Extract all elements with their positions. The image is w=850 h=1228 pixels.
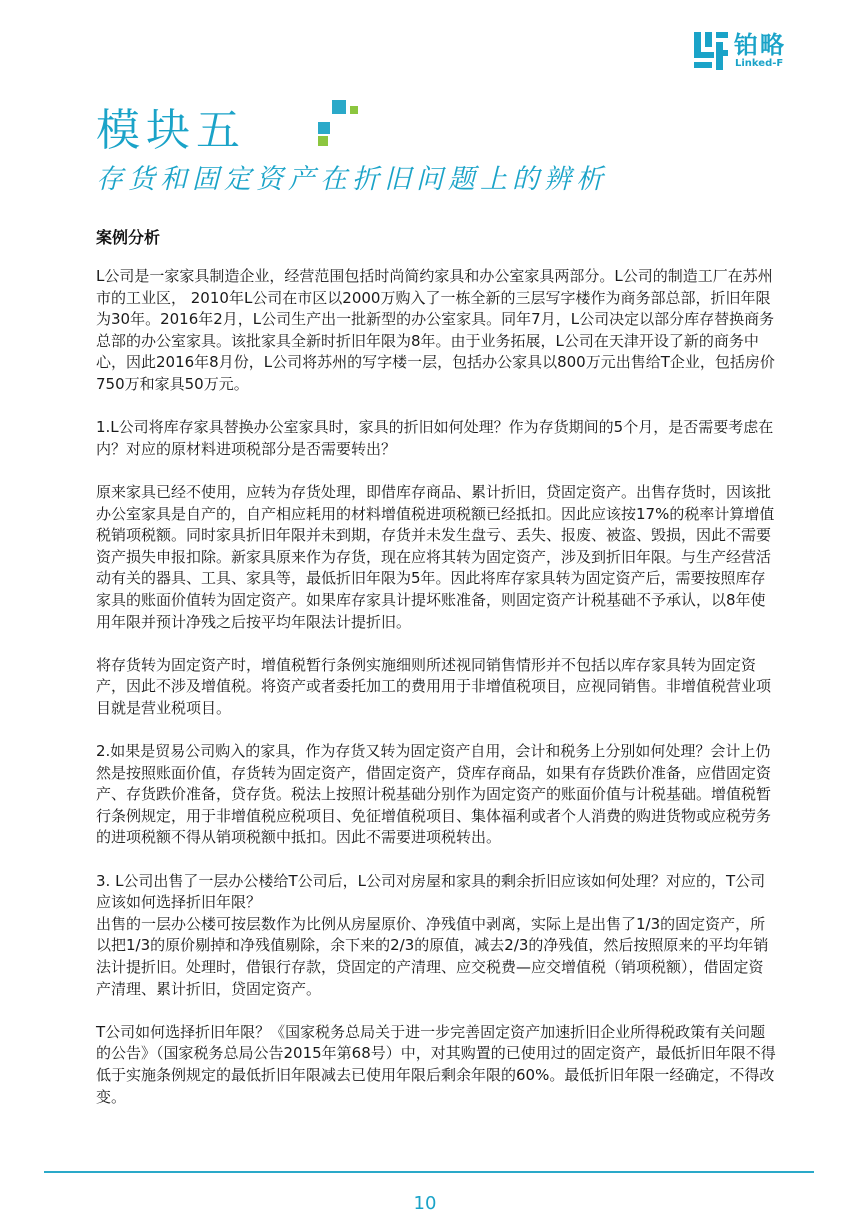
paragraph-answer-3: 出售的一层办公楼可按层数作为比例从房屋原价、净残值中剥离，实际上是出售了1/3的固定资产，所以把1/3的原价剔掉和净残值剔除，余下来的2/3的原值，减去2/3的净残值，然后按照原来的平均年销法计提折旧。处理时，借银行存款，贷固定的产清理、应交税费—应交增值税（销项税额），借固定资产清理、累计折旧，贷固定资产。 [96,914,769,998]
footer-divider [44,1171,814,1173]
paragraph-question-answer-2: 2.如果是贸易公司购入的家具，作为存货又转为固定资产自用，会计和税务上分别如何处理？会计上仍然是按照账面价值，存货转为固定资产，借固定资产，贷库存商品，如果有存货跌价准备，应借固定资产、存货跌价准备，贷存货。税法上按照计税基础分别作为固定资产的账面价值与计税基础。增值税暂行条例规定，用于非增值税应税项目、免征增值税项目、集体福利或者个人消费的购进货物或应税劳务的进项税额不得从销项税额中抵扣。因此不需要进项税转出。 [96,742,772,847]
paragraph-question-3: 3. L公司出售了一层办公楼给T公司后，L公司对房屋和家具的剩余折旧应该如何处理？对应的，T公司应该如何选择折旧年限？ [96,871,766,912]
paragraph-answer-1: 原来家具已经不使用，应转为存货处理，即借库存商品、累计折旧，贷固定资产。出售存货时，因该批办公室家具是自产的，自产相应耗用的材料增值税进项税额已经抵扣。因此应该按17%的税率计算增值税销项税额。同时家具折旧年限并未到期，存货并未发生盘亏、丢失、报废、被盗、毁损，因此不需要资产损失申报扣除。新家具原来作为存货，现在应将其转为固定资产，涉及到折旧年限。与生产经营活动有关的器具、工具、家具等，最低折旧年限为5年。因此将库存家具转为固定资产后，需要按照库存家具的账面价值转为固定资产。如果库存家具计提坏账准备，则固定资产计税基础不予承认，以8年使用年限并预计净残之后按平均年限法计提折旧。 [96,482,775,631]
paragraph-question-1: 1.L公司将库存家具替换办公室家具时，家具的折旧如何处理？作为存货期间的5个月，是否需要考虑在内？对应的原材料进项税部分是否需要转出？ [96,418,774,458]
decorative-squares-icon [318,100,364,148]
page-number: 10 [413,1193,437,1214]
module-subtitle: 存货和固定资产在折旧问题上的辨析 [96,164,608,195]
logo-text-en: Linked-F [735,58,784,69]
logo-text-cn: 铂略 [734,31,786,59]
paragraph-depreciation-period: T公司如何选择折旧年限？《国家税务总局关于进一步完善固定资产加速折旧企业所得税政策有关问题的公告》（国家税务总局公告2015年第68号）中，对其购置的已使用过的固定资产，最低折旧年限不得低于实施条例规定的最低折旧年限减去已使用年限后剩余年限的60%。最低折旧年限一经确定，不得改变。 [96,1022,776,1106]
article-body [96,266,778,1130]
module-title: 模块五 [96,105,246,156]
brand-logo [694,32,812,72]
paragraph-case-background: L公司是一家家具制造企业，经营范围包括时尚简约家具和办公室家具两部分。L公司的制造工厂在苏州市的工业区， 2010年L公司在市区以2000万购入了一栋全新的三层写字楼作为商务部总部，折旧年限为30年。2016年2月，L公司生产出一批新型的办公室家具。同年7月，L公司决定以部分库存替换商务总部的办公室家具。该批家具全新时折旧年限为8年。由于业务拓展，L公司在天津开设了新的商务中心，因此2016年8月份，L公司将苏州的写字楼一层，包括办公家具以800万元出售给T企业，包括房价750万和家具50万元。 [96,267,775,393]
paragraph-answer-1-vat: 将存货转为固定资产时，增值税暂行条例实施细则所述视同销售情形并不包括以库存家具转为固定资产，因此不涉及增值税。将资产或者委托加工的费用用于非增值税项目，应视同销售。非增值税营业项目就是营业税项目。 [96,655,772,717]
logo-mark-icon [694,32,728,70]
section-heading: 案例分析 [96,228,161,247]
